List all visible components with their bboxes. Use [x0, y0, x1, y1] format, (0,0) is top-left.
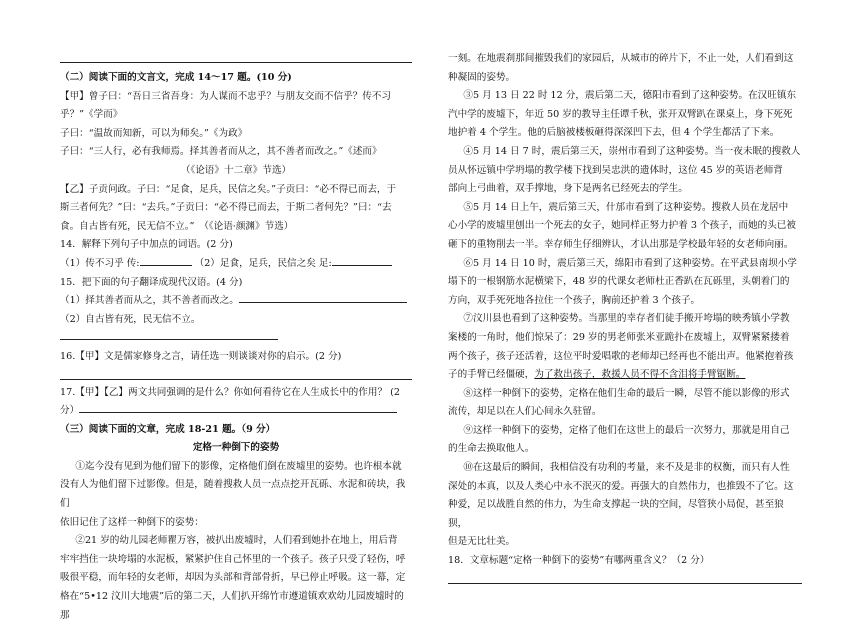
para-7-line-1: ⑦汶川县也看到了这种姿势。当那里的幸存者们徒手搬开垮塌的映秀镇小学教: [463, 313, 790, 325]
jia-line-1: 【甲】曾子曰：“吾日三省吾身：为人谋而不忠乎？与朋友交而不信乎？传不习: [60, 90, 392, 102]
para-4-line-2: 员从怀远镇中学坍塌的教学楼下找到吴忠洪的遗体时，这位 45 岁的英语老师背: [448, 164, 783, 176]
para-10-line-4: 但是无比壮美。: [448, 536, 516, 548]
jia-line-4: 子曰：“三人行，必有我师焉。择其善者而从之，其不善者而改之。”《述而》: [60, 146, 382, 158]
para-3-line-2: 汽中学的废墟下，年近 50 岁的教导主任谭千秋，张开双臂趴在课桌上，身下死死: [448, 108, 793, 120]
para-10-line-3: 种爱，足以战胜自然的伟力，为生命支撑起一块的空间，尽管狭小局促，甚至狼狈，: [448, 499, 784, 529]
para-5-line-3: 砸下的重物削去一半。幸存师生仔细辨认，才认出那是学校最年轻的女老师向丽。: [448, 238, 794, 250]
question-14: 14．解释下列句子中加点的词语。(2 分): [60, 239, 233, 251]
para-4-line-3: 部向上弓曲着，双手撑地，身下是两名已经死去的学生。: [448, 183, 688, 195]
para-1-line-2: 没有人为他们留下过影像。但是，随着搜救人员一点点挖开瓦砾、水泥和砖块，我们: [60, 479, 406, 510]
q15-blank-1[interactable]: [239, 292, 407, 303]
question-18: 18．文章标题“定格一种倒下的姿势”有哪两重含义？（2 分）: [448, 555, 710, 567]
para-7-line-3: 两个孩子，孩子还活着，这位平时爱唱歌的老师却已经再也不能出声。他紧抱着孩: [448, 350, 794, 362]
q18-answer-line[interactable]: [448, 571, 802, 584]
para-5-line-1: ⑤5 月 14 日上午，震后第三天，什邡市看到了这种姿势。搜救人员在龙居中: [463, 201, 789, 213]
q15-item-1-text: （1）择其善者而从之，其不善者而改之。: [60, 295, 239, 307]
section-3-heading: （三）阅读下面的文章，完成 18-21 题。（9 分）: [60, 423, 276, 435]
top-rule-left: [60, 62, 412, 63]
right-line-2: 种凝固的姿势。: [448, 71, 516, 83]
para-2-line-2: 牢牢挡住一块垮塌的水泥板，紧紧护住自己怀里的一个孩子。孩子只受了轻伤，呼: [60, 553, 406, 565]
right-column: [448, 50, 802, 588]
q17-text-2: 分）: [60, 405, 80, 417]
yi-line-1: 【乙】子贡问政。子曰：“足食，足兵，民信之矣。”子贡曰：“必不得已而去，于: [60, 183, 397, 195]
q14-item-1: （1）传不习乎 传:: [60, 257, 140, 269]
q16-answer-line[interactable]: [60, 367, 412, 380]
para-7-line-4-text: 子的手臂已经僵硬，: [448, 369, 535, 381]
question-15-item-1: [60, 292, 412, 311]
question-15: 15．把下面的句子翻译成现代汉语。(4 分): [60, 276, 243, 288]
question-17-line-1: 17.【甲】【乙】两文共同强调的是什么？你如何看待它在人生成长中的作用？ (2: [60, 386, 400, 398]
para-2-line-3: 吸很平稳，而年轻的女老师，却因为头部和背部骨折，早已停止呼吸。这一幕，定: [60, 572, 406, 584]
para-2-line-1: ②21 岁的幼儿园老师瞿万容，被扒出废墟时，人们看到她扑在地上，用后背: [75, 535, 398, 547]
yi-line-3: 食。自古皆有死，民无信不立。” （《论语·颜渊》节选）: [60, 220, 294, 232]
q15-blank-2[interactable]: [60, 329, 278, 340]
q14-blank-2[interactable]: [332, 255, 392, 266]
para-6-line-2: 塌下的一根钢筋水泥横梁下，48 岁的代课女老师杜正香趴在瓦砾里，头朝着门的: [448, 276, 790, 288]
q14-blank-1[interactable]: [140, 255, 192, 266]
para-3-line-3: 地护着 4 个学生。他的后脑被楼板砸得深深凹下去，但 4 个学生都活了下来。: [448, 127, 780, 139]
para-3-line-1: ③5 月 13 日 22 时 12 分，震后第二天，德阳市看到了这种姿势。在汉旺镇东: [463, 90, 797, 102]
jia-line-2: 乎？”《学而》: [60, 109, 123, 121]
para-7-line-4: [448, 366, 802, 385]
q14-item-2: （2）足食，足兵，民信之矣 足:: [194, 257, 332, 269]
underlined-sentence: 为了救出孩子，救援人员不得不含泪将手臂锯断。: [534, 369, 746, 381]
jia-source: （《论语》十二章》节选）: [180, 164, 292, 176]
para-10-line-1: ⑩在这最后的瞬间，我相信没有功利的考量，来不及是非的权衡，而只有人性: [463, 462, 790, 474]
question-15-item-2: [60, 311, 412, 348]
question-14-items: [60, 255, 412, 274]
para-1-line-3: 依旧记住了这样一种倒下的姿势：: [60, 516, 204, 528]
para-5-line-2: 心小学的废墟里刨出一个死去的女子，她同样正努力护着 3 个孩子，而她的头已被: [448, 220, 796, 232]
right-line-1: 一刻。在地震刹那间摧毁我们的家园后，从城市的碎片下，不止一处，人们看到这: [448, 53, 794, 64]
left-column: [60, 62, 412, 625]
para-7-line-2: 案楼的一角时，他们惊呆了：29 岁的男老师张米亚跪扑在废墟上，双臂紧紧搂着: [448, 331, 790, 343]
para-2-line-4: 格在“5•12 汶川大地震”后的第二天，人们扒开绵竹市遵道镇欢欢幼儿园废墟时的那: [60, 591, 404, 621]
yi-line-2: 斯三者何先？”曰：“去兵。”子贡曰：“必不得已而去，于斯二者何先？”曰：“去: [60, 202, 392, 214]
para-6-line-3: 方向，双手死死地各拉住一个孩子，胸前还护着 3 个孩子。: [448, 294, 701, 306]
para-10-line-2: 深处的本真，以及人类心中永不泯灭的爱。再强大的自然伟力，也推毁不了它。这: [448, 480, 794, 492]
para-1-line-1: ①迄今没有见到为他们留下的影像，定格他们倒在废墟里的姿势。也许根本就: [75, 460, 402, 472]
article-title: 定格一种倒下的姿势: [192, 442, 280, 454]
jia-line-3: 子曰：“温故而知新，可以为师矣。”《为政》: [60, 127, 248, 139]
question-16: 16.【甲】文是儒家修身之言，请任选一则谈谈对你的启示。(2 分): [60, 350, 342, 362]
q17-blank[interactable]: [79, 402, 397, 413]
para-9-line-2: 的生命去换取他人。: [448, 443, 535, 455]
para-4-line-1: ④5 月 14 日 7 时，震后第三天，崇州市看到了这种姿势。当一夜未眠的搜救人: [463, 145, 801, 157]
q15-item-2-text: （2）自古皆有死，民无信不立。: [60, 313, 201, 325]
question-17-line-2: [60, 402, 412, 421]
para-9-line-1: ⑨这样一种倒下的姿势，定格了他们在这世上的最后一次努力，那就是用自己: [463, 424, 790, 436]
para-8-line-2: 流传，却足以在人们心间永久驻留。: [448, 406, 602, 418]
para-8-line-1: ⑧这样一种倒下的姿势，定格在他们生命的最后一瞬，尽管不能以影像的形式: [463, 387, 790, 399]
para-6-line-1: ⑥5 月 14 日 10 时，震后第三天，绵阳市看到了这种姿势。在平武县南坝小学: [463, 257, 797, 269]
section-2-heading: （二）阅读下面的文言文，完成 14～17 题。(10 分): [60, 72, 292, 83]
